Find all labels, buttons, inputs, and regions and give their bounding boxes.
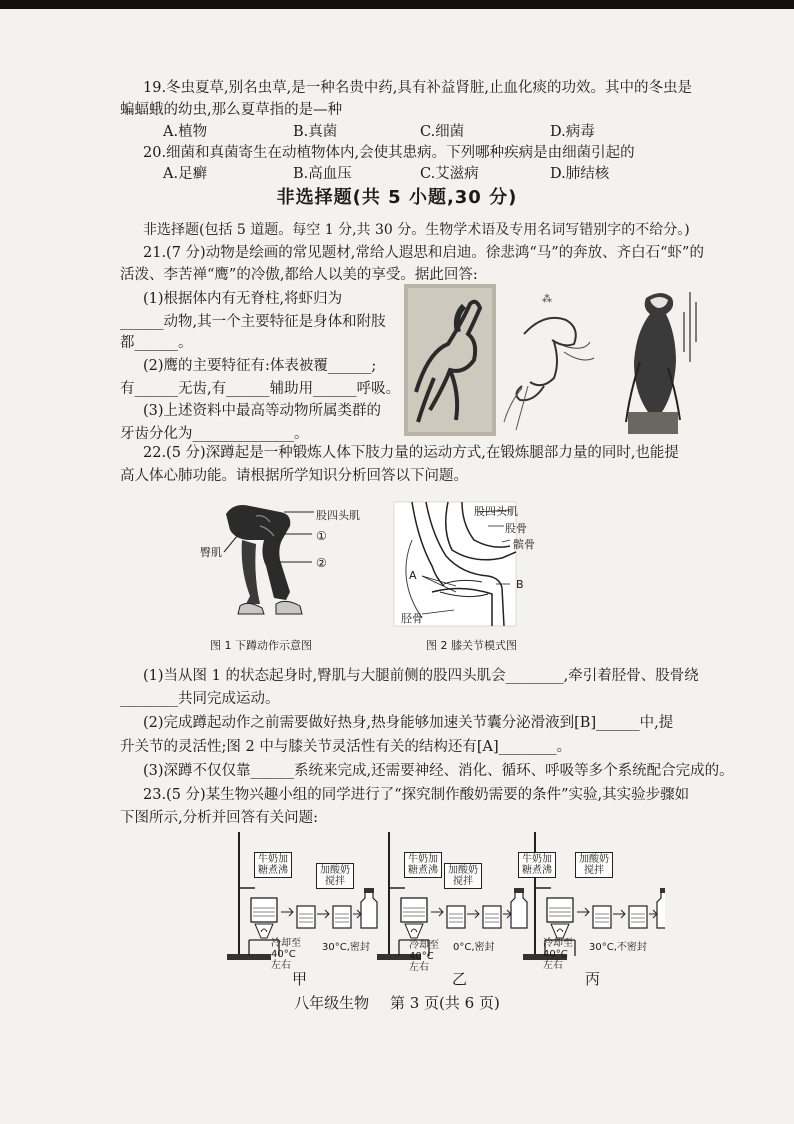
q20-option-b: B.高血压 [293,166,352,182]
fig2-label-b: B [516,578,524,591]
q22-part2-line1: (2)完成蹲起动作之前需要做好热身,热身能够加速关节囊分泌滑液到[B]______中,提 [143,715,674,731]
group-bing-stir-box: 加酸奶搅拌 [575,852,613,878]
group-jia-seal-label: 30°C,密封 [322,942,370,953]
fig2-label-patella: 髌骨 [513,538,535,551]
fig1-label-1: ① [316,529,327,543]
q20-option-c: C.艾滋病 [420,166,479,182]
section-title: 非选择题(共 5 小题,30 分) [276,187,518,208]
q22-intro-line2: 高人体心肺功能。请根据所学知识分析回答以下问题。 [120,468,468,484]
q21-intro-line2: 活泼、李苦禅“鹰”的冷傲,都给人以美的享受。据此回答: [120,267,478,283]
q19-option-c: C.细菌 [420,124,465,140]
q20-option-d: D.肺结核 [550,166,610,182]
q21-part1-line3: 都______。 [120,335,193,351]
fig2-caption: 图 2 膝关节模式图 [426,639,517,652]
fig2-label-quadriceps: 股四头肌 [474,505,518,518]
q21-part2-line2: 有______无齿,有______辅助用______呼吸。 [120,381,401,397]
footer-page-number: 第 3 页(共 6 页) [389,994,500,1012]
q19-option-a: A.植物 [163,124,208,140]
fig2-label-tibia: 胫骨 [401,612,423,625]
q19-line1: 19.冬虫夏草,别名虫草,是一种名贵中药,具有补益肾脏,止血化痰的功效。其中的冬虫是 [143,80,692,96]
q19-option-d: D.病毒 [550,124,595,140]
q22-part3: (3)深蹲不仅仅靠______系统来完成,还需要神经、消化、循环、呼吸等多个系统配合完成的。 [143,763,734,779]
q22-intro-line1: 22.(5 分)深蹲起是一种锻炼人体下肢力量的运动方式,在锻炼腿部力量的同时,也能提 [143,445,679,461]
group-bing-boil-box: 牛奶加糖煮沸 [518,852,556,878]
group-yi-cool-label: 冷却至40°C左右 [409,940,439,973]
q20-line1: 20.细菌和真菌寄生在动植物体内,会使其患病。下列哪种疾病是由细菌引起的 [143,145,635,161]
q22-part1-line2: ________共同完成运动。 [120,691,280,707]
group-jia-name: 甲 [292,970,308,988]
group-bing-name: 丙 [585,970,601,988]
q22-part1-line1: (1)当从图 1 的状态起身时,臀肌与大腿前侧的股四头肌会________,牵引着胫骨、股骨绕 [143,668,699,684]
group-yi-seal-label: 0°C,密封 [453,942,495,953]
group-bing-seal-label: 30°C,不密封 [589,942,647,953]
fig1-label-2: ② [316,556,327,570]
q23-intro-line1: 23.(5 分)某生物兴趣小组的同学进行了“探究制作酸奶需要的条件”实验,其实验步骤如 [143,787,690,803]
page-footer [0,992,794,1013]
scan-top-edge [0,0,794,9]
fig2-label-femur: 股骨 [505,522,527,535]
fig1-caption: 图 1 下蹲动作示意图 [210,639,312,652]
q20-option-a: A.足癣 [163,166,208,182]
paintings-horse-shrimp-eagle [404,282,706,442]
group-jia-cool-label: 冷却至40°C左右 [271,938,301,971]
q22-part2-line2: 升关节的灵活性;图 2 中与膝关节灵活性有关的结构还有[A]________。 [120,739,572,755]
squat-figure [220,500,320,628]
q21-part1-line1: (1)根据体内有无脊柱,将虾归为 [143,291,343,307]
q23-intro-line2: 下图所示,分析并回答有关问题: [120,810,318,826]
footer-subject: 八年级生物 [294,994,370,1012]
section-instructions: 非选择题(包括 5 道题。每空 1 分,共 30 分。生物学术语及专用名词写错别字的不给分。) [143,222,690,238]
knee-joint-diagram [392,500,518,628]
q21-intro-line1: 21.(7 分)动物是绘画的常见题材,常给人遐思和启迪。徐悲鸿“马”的奔放、齐白石“虾”的 [143,245,704,261]
q19-line2: 蝙蝠蛾的幼虫,那么夏草指的是—种 [120,102,343,118]
q21-part3-line2: 牙齿分化为______________。 [120,426,309,442]
fig1-label-gluteus: 臀肌 [200,546,222,559]
group-bing-cool-label: 冷却至40°C左右 [543,938,573,971]
q19-option-b: B.真菌 [293,124,338,140]
group-jia-stir-box: 加酸奶搅拌 [316,863,354,889]
group-jia-boil-box: 牛奶加糖煮沸 [254,852,292,878]
q21-part3-line1: (3)上述资料中最高等动物所属类群的 [143,403,382,419]
group-yi-boil-box: 牛奶加糖煮沸 [404,852,442,878]
fig2-label-a: A [409,569,417,582]
svg-text:⁂: ⁂ [542,294,552,305]
group-yi-name: 乙 [452,970,468,988]
fig1-label-quadriceps: 股四头肌 [316,509,360,522]
group-yi-stir-box: 加酸奶搅拌 [444,863,482,889]
q21-part1-line2: ______动物,其一个主要特征是身体和附肢 [120,314,386,330]
q21-part2-line1: (2)鹰的主要特征有:体表被覆______; [143,358,377,374]
